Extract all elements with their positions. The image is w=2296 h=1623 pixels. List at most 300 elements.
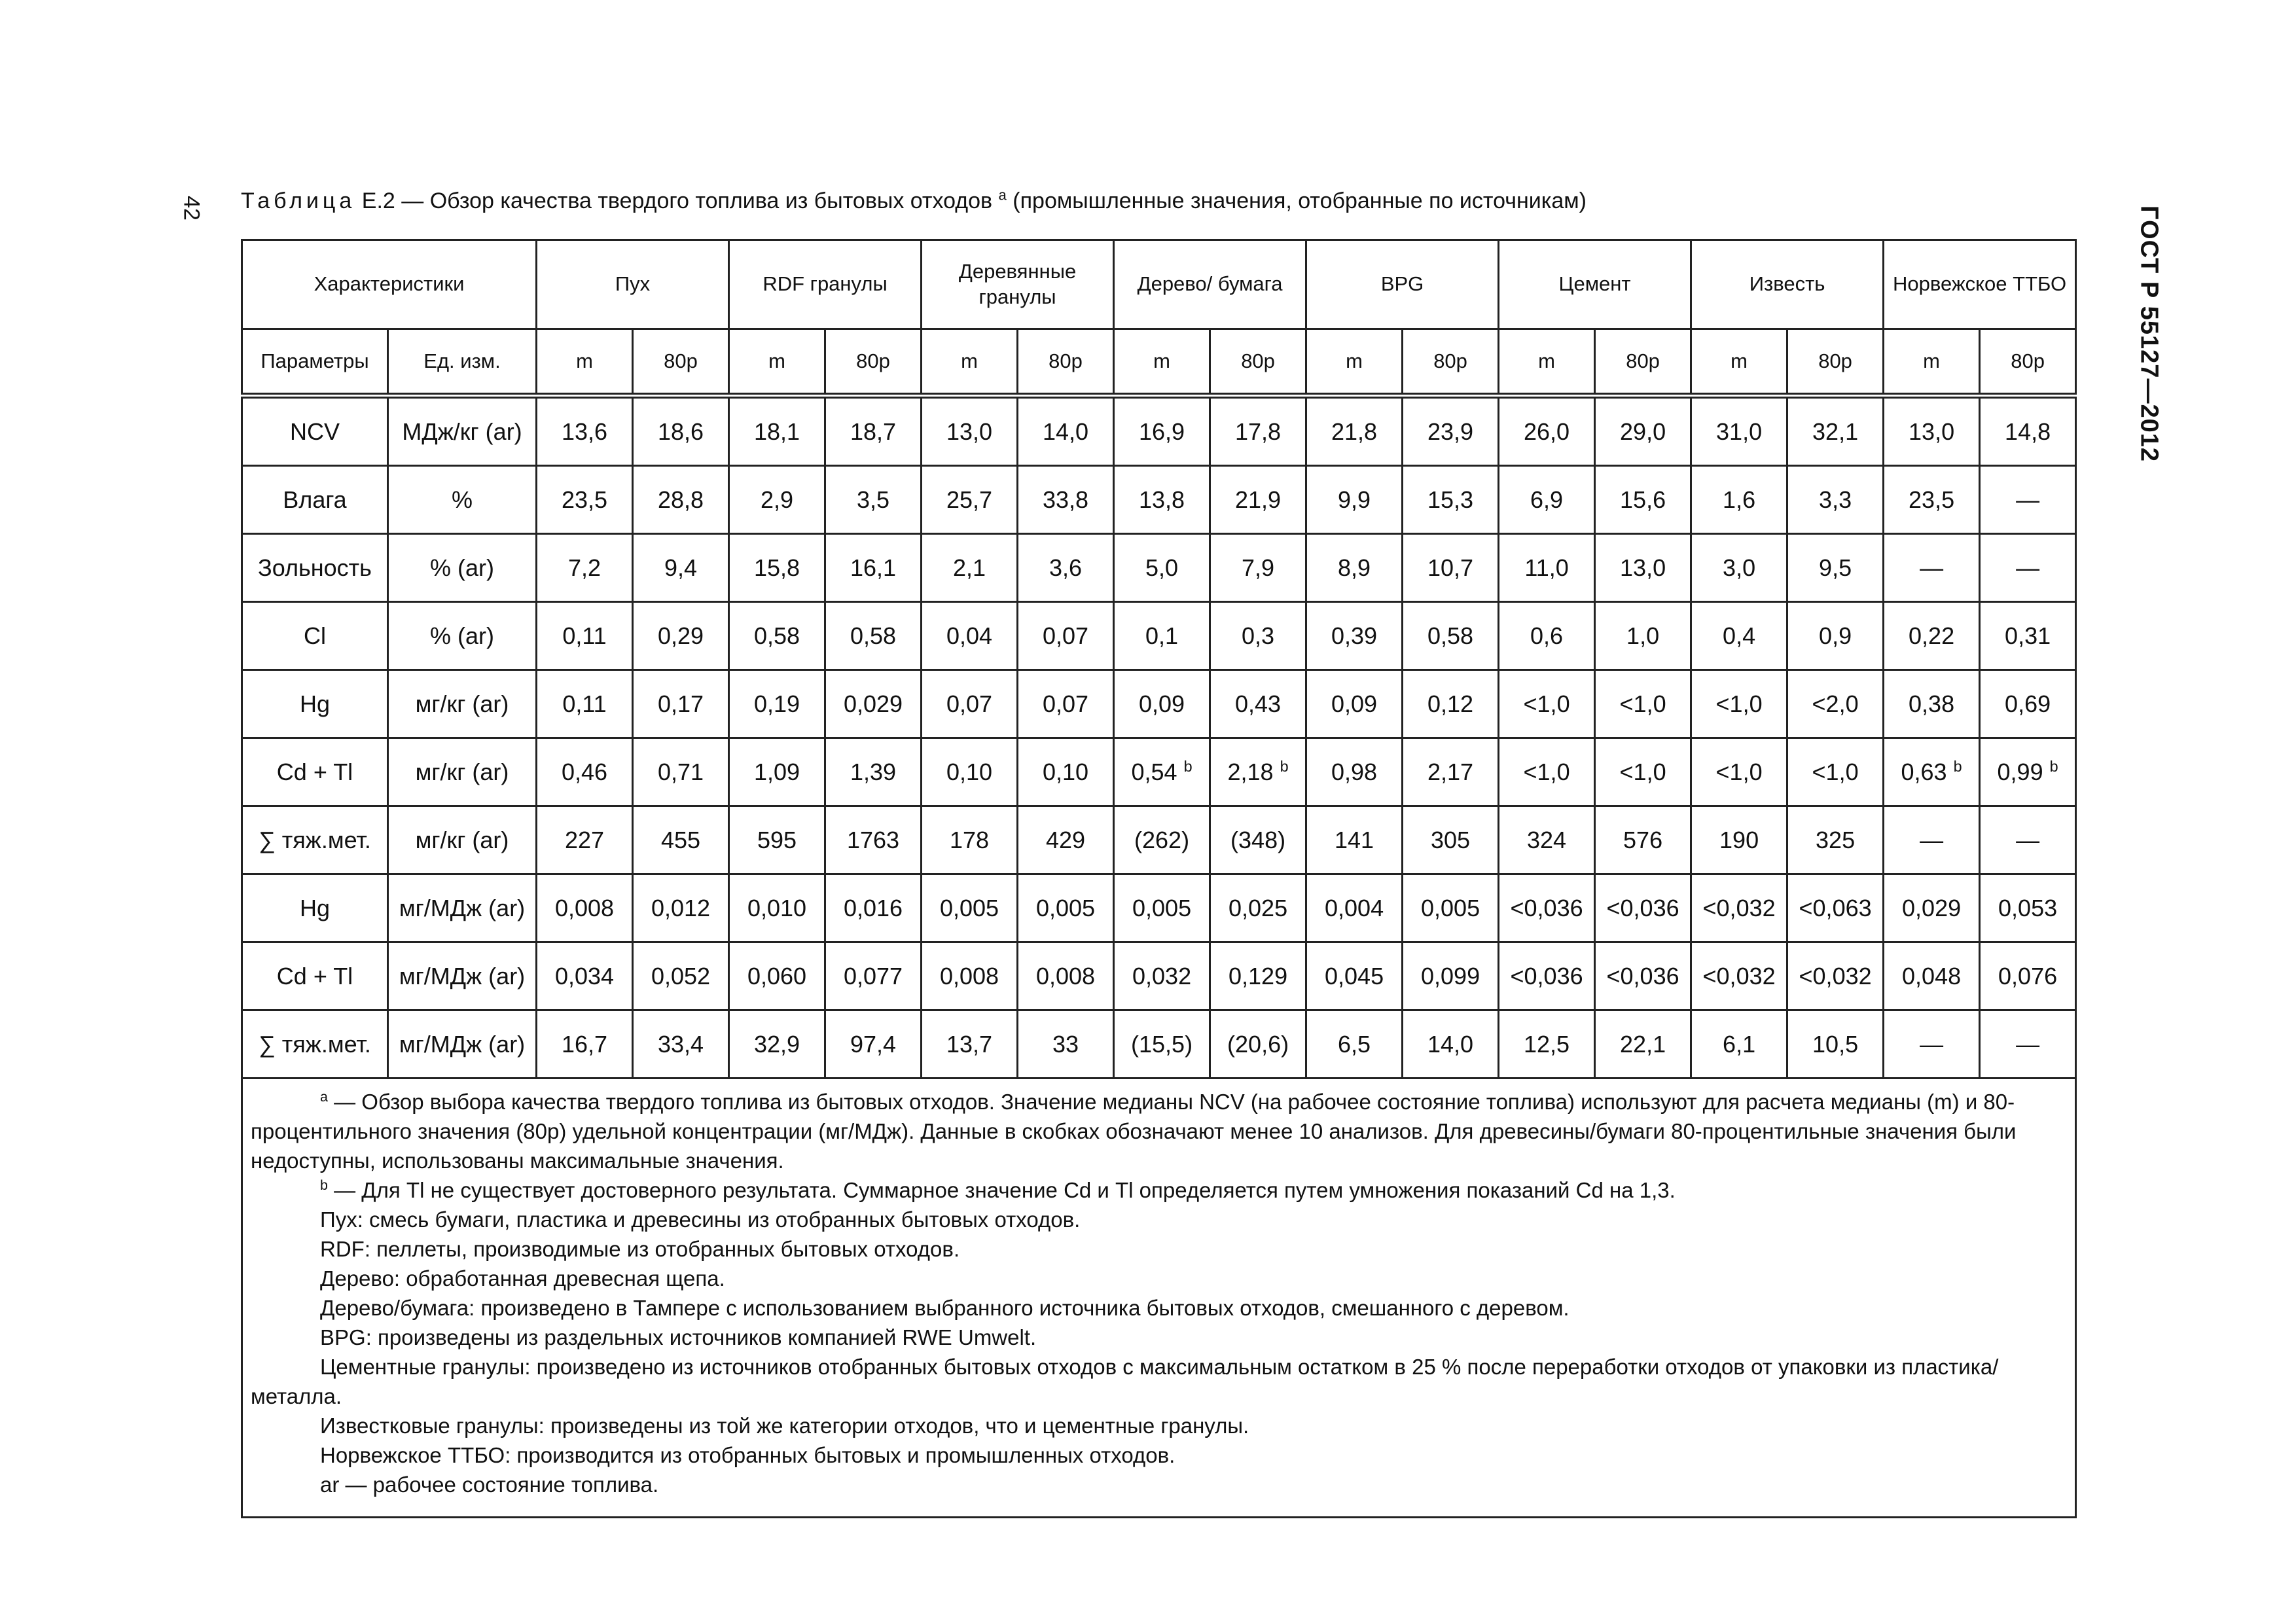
cell-value: 0,076 [1998,962,2058,990]
cell-value: 18,7 [850,418,897,445]
cell-value: 0,58 [850,622,897,649]
header-characteristics: Характеристики [242,240,537,329]
value-cell [633,670,729,738]
header-group: Пух [537,240,729,329]
header-80p: 80p [633,329,729,396]
value-cell [922,466,1018,534]
cell-value: <1,0 [1619,758,1666,785]
standard-designation: ГОСТ Р 55127—2012 [2135,205,2163,462]
cell-value: 324 [1527,826,1567,853]
value-cell [729,466,825,534]
cell-value: 11,0 [1524,554,1569,581]
value-cell [1595,1010,1691,1079]
cell-value: 22,1 [1620,1030,1666,1058]
value-cell [1114,942,1210,1010]
table-row [242,738,2076,806]
unit-cell: мг/МДж (ar) [388,874,537,942]
cell-value: 9,5 [1819,554,1852,581]
cell-value: 15,8 [753,554,800,581]
cell-value: — [1920,826,1944,853]
value-cell [1114,874,1210,942]
value-cell [1210,874,1306,942]
value-cell [729,396,825,466]
value-cell [1499,874,1595,942]
header-80p: 80p [825,329,922,396]
footnote-text: RDF: пеллеты, производимые из отобранных бытовых отходов. [320,1237,960,1261]
footnote [251,1411,2068,1440]
value-cell [825,942,922,1010]
value-cell [1210,670,1306,738]
value-cell [922,670,1018,738]
value-cell [1210,466,1306,534]
cell-value: <2,0 [1812,690,1859,717]
value-cell [1691,942,1787,1010]
cell-value: 5,0 [1145,554,1179,581]
value-cell [1499,466,1595,534]
value-cell [537,602,633,670]
cell-value: <1,0 [1523,758,1570,785]
cell-value: 576 [1623,826,1663,853]
value-cell [1595,602,1691,670]
table-row [242,466,2076,534]
cell-value: 0,10 [946,758,993,785]
cell-value: 10,7 [1427,554,1474,581]
value-cell [1787,738,1884,806]
cell-value: 0,1 [1145,622,1179,649]
value-cell [1403,396,1499,466]
value-cell [1114,466,1210,534]
cell-value: 0,008 [939,962,999,990]
value-cell [1306,534,1403,602]
cell-value: 21,9 [1235,486,1282,513]
value-cell [1403,670,1499,738]
cell-value: 7,2 [567,554,601,581]
header-median: m [537,329,633,396]
cell-value: 15,6 [1620,486,1666,513]
cell-value: 16,9 [1139,418,1185,445]
cell-value: 0,005 [939,894,999,921]
cell-value: (348) [1230,826,1286,853]
footnote-text: Дерево: обработанная древесная щепа. [320,1266,725,1291]
value-cell [537,1010,633,1079]
value-cell [537,806,633,874]
cell-value: 3,3 [1819,486,1852,513]
cell-value: — [1920,554,1944,581]
value-cell [1018,670,1114,738]
header-median: m [1499,329,1595,396]
value-cell [1691,396,1787,466]
footnote-text: Цементные гранулы: произведено из источников отобранных бытовых отходов с максимальным остатком в 25 % после переработки отходов от упаковки из пластика/металла. [251,1355,1999,1408]
value-cell [1306,874,1403,942]
cell-value: 595 [757,826,797,853]
cell-value: 0,58 [1427,622,1474,649]
header-group: Деревянные гранулы [922,240,1114,329]
footnote [251,1205,2068,1234]
value-cell [1403,874,1499,942]
value-cell [729,806,825,874]
value-cell [633,466,729,534]
value-cell [1403,466,1499,534]
cell-value: 3,6 [1049,554,1083,581]
header-group: Дерево/ бумага [1114,240,1306,329]
parameter-cell: Cd + Tl [242,738,388,806]
notes-row [242,1079,2076,1518]
header-group: BPG [1306,240,1499,329]
value-cell [1787,874,1884,942]
cell-value: 1,0 [1626,622,1660,649]
cell-value: 0,029 [843,690,903,717]
value-cell [1018,806,1114,874]
footnote-mark: b [2049,757,2058,775]
cell-value: 97,4 [850,1030,897,1058]
value-cell [1595,942,1691,1010]
value-cell [1884,466,1980,534]
footnote-text: BPG: произведены из раздельных источников компанией RWE Umwelt. [320,1325,1037,1349]
cell-value: (20,6) [1227,1030,1289,1058]
parameter-cell: Cd + Tl [242,942,388,1010]
value-cell [1403,534,1499,602]
value-cell [922,602,1018,670]
cell-value: <1,0 [1715,758,1763,785]
value-cell [1499,1010,1595,1079]
value-cell [633,1010,729,1079]
value-cell [1114,670,1210,738]
value-cell [537,396,633,466]
table-body [242,240,2076,1518]
cell-value: 0,4 [1723,622,1756,649]
value-cell [1306,670,1403,738]
cell-value: 0,38 [1909,690,1955,717]
cell-value: 0,31 [2005,622,2051,649]
parameter-cell: Зольность [242,534,388,602]
cell-value: 21,8 [1331,418,1378,445]
value-cell [1980,396,2076,466]
header-median: m [922,329,1018,396]
caption-suffix: (промышленные значения, отобранные по источникам) [1013,188,1587,213]
value-cell [537,942,633,1010]
value-cell [825,466,922,534]
header-80p: 80p [1595,329,1691,396]
value-cell [1884,806,1980,874]
footnote-mark: b [1953,757,1962,775]
value-cell [1980,738,2076,806]
value-cell [1980,942,2076,1010]
cell-value: 14,8 [2005,418,2051,445]
footnote [251,1470,2068,1499]
cell-value: <1,0 [1715,690,1763,717]
value-cell [1980,670,2076,738]
cell-value: 0,71 [657,758,704,785]
value-cell [1980,874,2076,942]
cell-value: — [2016,1030,2040,1058]
fuel-quality-table [241,239,2077,1518]
value-cell [1595,738,1691,806]
header-group: Норвежское ТТБО [1884,240,2076,329]
cell-value: 26,0 [1524,418,1570,445]
value-cell [1018,396,1114,466]
cell-value: 12,5 [1524,1030,1570,1058]
cell-value: 13,7 [946,1030,993,1058]
footnote-text: Известковые гранулы: произведены из той же категории отходов, что и цементные гранулы. [320,1414,1249,1438]
cell-value: 33,8 [1043,486,1089,513]
value-cell [1787,602,1884,670]
header-80p: 80p [1787,329,1884,396]
cell-value: 0,98 [1331,758,1378,785]
value-cell [633,942,729,1010]
value-cell [922,738,1018,806]
cell-value: 6,1 [1723,1030,1756,1058]
value-cell [1114,602,1210,670]
value-cell [729,670,825,738]
cell-value: 0,060 [747,962,807,990]
cell-value: <0,063 [1799,894,1872,921]
cell-value: 0,029 [1902,894,1962,921]
header-80p: 80p [1210,329,1306,396]
value-cell [1499,806,1595,874]
value-cell [537,670,633,738]
value-cell [1018,738,1114,806]
cell-value: 0,43 [1235,690,1282,717]
value-cell [1884,1010,1980,1079]
value-cell [1980,534,2076,602]
value-cell [1306,466,1403,534]
cell-value: 0,07 [1043,690,1089,717]
header-group: Известь [1691,240,1884,329]
value-cell [825,738,922,806]
cell-value: 14,0 [1043,418,1089,445]
table-row [242,670,2076,738]
header-row-groups [242,240,2076,329]
value-cell [922,534,1018,602]
cell-value: <0,032 [1799,962,1872,990]
value-cell [825,396,922,466]
cell-value: 0,9 [1819,622,1852,649]
cell-value: 6,5 [1338,1030,1371,1058]
cell-value: 6,9 [1530,486,1564,513]
value-cell [1210,602,1306,670]
cell-value: 0,053 [1998,894,2058,921]
value-cell [922,942,1018,1010]
table-row [242,534,2076,602]
header-median: m [1114,329,1210,396]
cell-value: 23,5 [1909,486,1955,513]
value-cell [1884,396,1980,466]
value-cell [633,738,729,806]
cell-value: <0,036 [1606,962,1679,990]
value-cell [1306,942,1403,1010]
value-cell [1884,874,1980,942]
cell-value: 0,052 [651,962,711,990]
cell-value: 33 [1052,1030,1079,1058]
value-cell [1403,942,1499,1010]
header-median: m [1306,329,1403,396]
value-cell [1884,534,1980,602]
value-cell [922,396,1018,466]
unit-cell: % (ar) [388,602,537,670]
value-cell [537,466,633,534]
value-cell [922,806,1018,874]
header-median: m [729,329,825,396]
header-80p: 80p [1018,329,1114,396]
unit-cell: мг/кг (ar) [388,670,537,738]
header-units: Ед. изм. [388,329,537,396]
value-cell [1114,534,1210,602]
cell-value: 0,6 [1530,622,1564,649]
value-cell [1691,534,1787,602]
cell-value: 0,008 [1035,962,1096,990]
cell-value: 23,5 [561,486,608,513]
value-cell [1499,738,1595,806]
cell-value: 0,09 [1139,690,1185,717]
cell-value: 16,7 [561,1030,608,1058]
value-cell [1595,806,1691,874]
value-cell [1691,806,1787,874]
value-cell [1499,670,1595,738]
table-row [242,602,2076,670]
cell-value: 2,18 [1227,758,1274,785]
table-row [242,806,2076,874]
cell-value: (15,5) [1131,1030,1193,1058]
parameter-cell: Влага [242,466,388,534]
parameter-cell: ∑ тяж.мет. [242,1010,388,1079]
cell-value: 0,11 [562,690,607,717]
header-80p: 80p [1980,329,2076,396]
cell-value: — [2016,554,2040,581]
table-caption [241,188,1587,214]
footnote [251,1293,2068,1323]
value-cell [1306,806,1403,874]
value-cell [633,874,729,942]
cell-value: 0,17 [657,690,704,717]
cell-value: 32,1 [1812,418,1859,445]
cell-value: <1,0 [1619,690,1666,717]
value-cell [1114,738,1210,806]
value-cell [1595,466,1691,534]
cell-value: <0,036 [1510,962,1583,990]
footnote-text: Дерево/бумага: произведено в Тампере с использованием выбранного источника бытовых отходов, смешанного с деревом. [320,1296,1570,1320]
value-cell [1499,396,1595,466]
cell-value: 0,58 [753,622,800,649]
cell-value: 3,5 [857,486,890,513]
value-cell [1210,942,1306,1010]
parameter-cell: NCV [242,396,388,466]
value-cell [1691,602,1787,670]
value-cell [825,602,922,670]
cell-value: 32,9 [753,1030,800,1058]
cell-value: 0,005 [1035,894,1096,921]
value-cell [1787,806,1884,874]
value-cell [1691,670,1787,738]
value-cell [1018,602,1114,670]
cell-value: 455 [660,826,701,853]
page-number: 42 [179,196,204,221]
value-cell [1980,466,2076,534]
value-cell [537,534,633,602]
value-cell [729,942,825,1010]
unit-cell: мг/кг (ar) [388,738,537,806]
cell-value: 0,005 [1421,894,1480,921]
value-cell [1114,806,1210,874]
cell-value: <1,0 [1812,758,1859,785]
value-cell [537,738,633,806]
value-cell [633,806,729,874]
cell-value: 0,3 [1242,622,1275,649]
value-cell [1691,874,1787,942]
value-cell [1499,602,1595,670]
value-cell [1884,942,1980,1010]
value-cell [729,874,825,942]
cell-value: 0,07 [946,690,993,717]
cell-value: 14,0 [1427,1030,1474,1058]
cell-value: 0,008 [554,894,615,921]
unit-cell: мг/кг (ar) [388,806,537,874]
value-cell [1787,466,1884,534]
cell-value: 0,07 [1043,622,1089,649]
cell-value: 227 [564,826,605,853]
cell-value: 8,9 [1338,554,1371,581]
cell-value: 18,6 [657,418,704,445]
cell-value: 429 [1046,826,1086,853]
value-cell [1884,602,1980,670]
cell-value: 1,09 [753,758,800,785]
cell-value: 25,7 [946,486,993,513]
cell-value: 31,0 [1716,418,1763,445]
value-cell [1787,942,1884,1010]
cell-value: 0,032 [1132,962,1192,990]
value-cell [1210,738,1306,806]
cell-value: 0,39 [1331,622,1378,649]
value-cell [1980,806,2076,874]
footnote [251,1234,2068,1264]
cell-value: 13,8 [1139,486,1185,513]
header-80p: 80p [1403,329,1499,396]
value-cell [1210,396,1306,466]
table-row [242,396,2076,466]
footnote-text: — Для Tl не существует достоверного результата. Суммарное значение Cd и Tl определяется путем умножения показаний Cd на 1,3. [334,1178,1676,1202]
cell-value: 0,045 [1325,962,1384,990]
footnote-text: ar — рабочее состояние топлива. [320,1472,659,1497]
value-cell [1787,534,1884,602]
cell-value: (262) [1134,826,1190,853]
cell-value: 0,10 [1043,758,1089,785]
cell-value: <0,032 [1702,962,1776,990]
cell-value: 305 [1431,826,1471,853]
cell-value: — [2016,826,2040,853]
value-cell [1595,396,1691,466]
value-cell [537,874,633,942]
cell-value: 178 [949,826,990,853]
header-row-sub [242,329,2076,396]
value-cell [1980,602,2076,670]
value-cell [1018,534,1114,602]
cell-value: 1,39 [850,758,897,785]
cell-value: 0,12 [1427,690,1474,717]
value-cell [633,396,729,466]
value-cell [1403,1010,1499,1079]
parameter-cell: Cl [242,602,388,670]
footnote [251,1440,2068,1470]
value-cell [825,1010,922,1079]
caption-note-mark: a [998,187,1007,204]
value-cell [825,874,922,942]
value-cell [1210,806,1306,874]
cell-value: — [2016,486,2040,513]
value-cell [922,874,1018,942]
cell-value: 0,012 [651,894,711,921]
value-cell [1691,738,1787,806]
unit-cell: % (ar) [388,534,537,602]
cell-value: 0,09 [1331,690,1378,717]
